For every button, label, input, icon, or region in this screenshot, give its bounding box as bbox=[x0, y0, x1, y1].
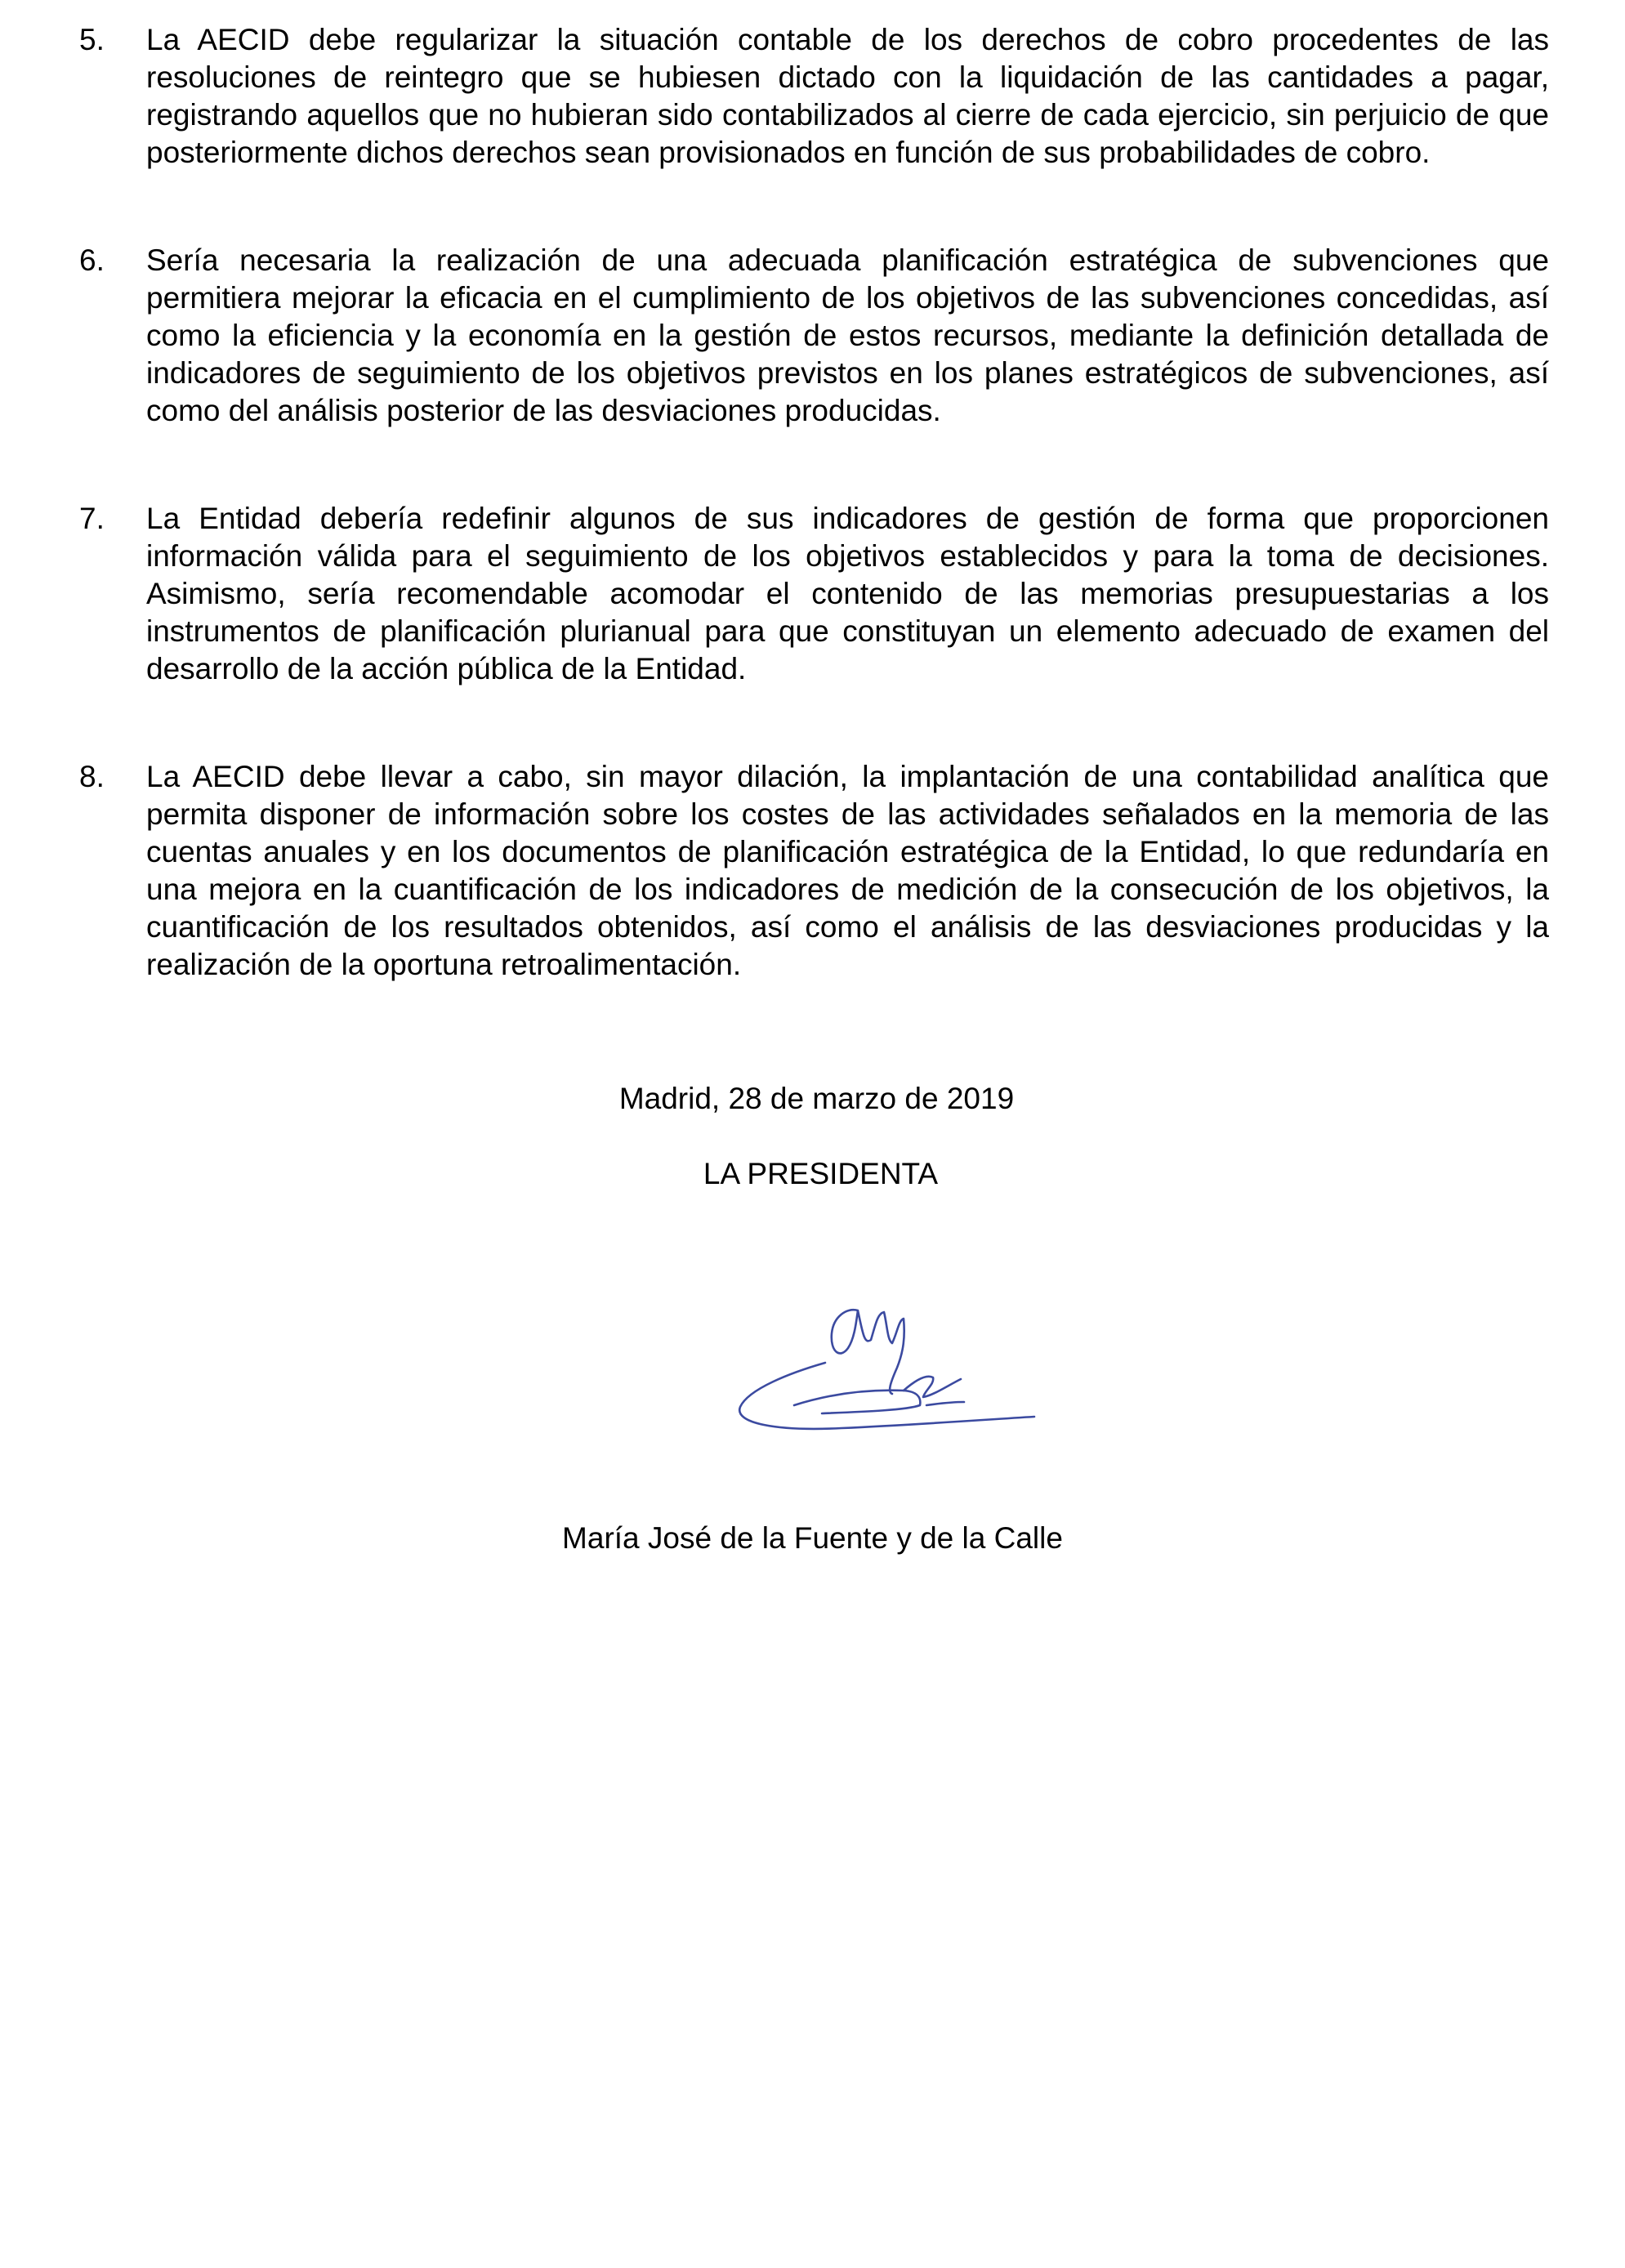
item-text: La AECID debe regularizar la situación contable de los derechos de cobro procedentes de las resoluciones de reintegro que se hubiesen dictado con la liquidación de las cantidades a pagar, registrando aquellos que no hubieran sido contabilizados al cierre de cada ejercicio, sin perjuicio de que posteriormente dichos derechos sean provisionados en función de sus probabilidades de cobro. bbox=[146, 23, 1549, 169]
role-title: LA PRESIDENTA bbox=[703, 1157, 939, 1190]
signer-name: María José de la Fuente y de la Calle bbox=[562, 1521, 1063, 1555]
item-text: La AECID debe llevar a cabo, sin mayor dilación, la implantación de una contabilidad analítica que permita disponer de información sobre los costes de las actividades señalados en la memoria de las cuentas anuales y en los documentos de planificación estratégica de la Entidad, lo que redundaría en una mejora en la cuantificación de los indicadores de medición de la consecución de los objetivos, la cuantificación de los resultados obtenidos, así como el análisis de las desviaciones producidas y la realización de la oportuna retroalimentación. bbox=[146, 760, 1549, 981]
handwritten-signature bbox=[703, 1283, 1062, 1446]
list-item bbox=[78, 500, 1549, 688]
item-number: 7. bbox=[79, 502, 105, 535]
item-number: 6. bbox=[79, 243, 105, 277]
item-number: 8. bbox=[79, 760, 105, 793]
item-number: 5. bbox=[79, 23, 105, 56]
item-text: La Entidad debería redefinir algunos de sus indicadores de gestión de forma que proporcionen información válida para el seguimiento de los objetivos establecidos y para la toma de decisiones. Asimismo, sería recomendable acomodar el contenido de las memorias presupuestarias a los instrumentos de planificación plurianual para que constituyan un elemento adecuado de examen del desarrollo de la acción pública de la Entidad. bbox=[146, 502, 1549, 685]
list-item bbox=[78, 21, 1549, 172]
place-date: Madrid, 28 de marzo de 2019 bbox=[618, 1082, 1015, 1115]
list-item bbox=[78, 758, 1549, 984]
item-text: Sería necesaria la realización de una adecuada planificación estratégica de subvenciones que permitiera mejorar la eficacia en el cumplimiento de los objetivos de las subvenciones concedidas, así como la eficiencia y la economía en la gestión de estos recursos, mediante la definición detallada de indicadores de seguimiento de los objetivos previstos en los planes estratégicos de subvenciones, así como del análisis posterior de las desviaciones producidas. bbox=[146, 243, 1549, 427]
list-item bbox=[78, 242, 1549, 430]
recommendations-list bbox=[78, 21, 1549, 1054]
